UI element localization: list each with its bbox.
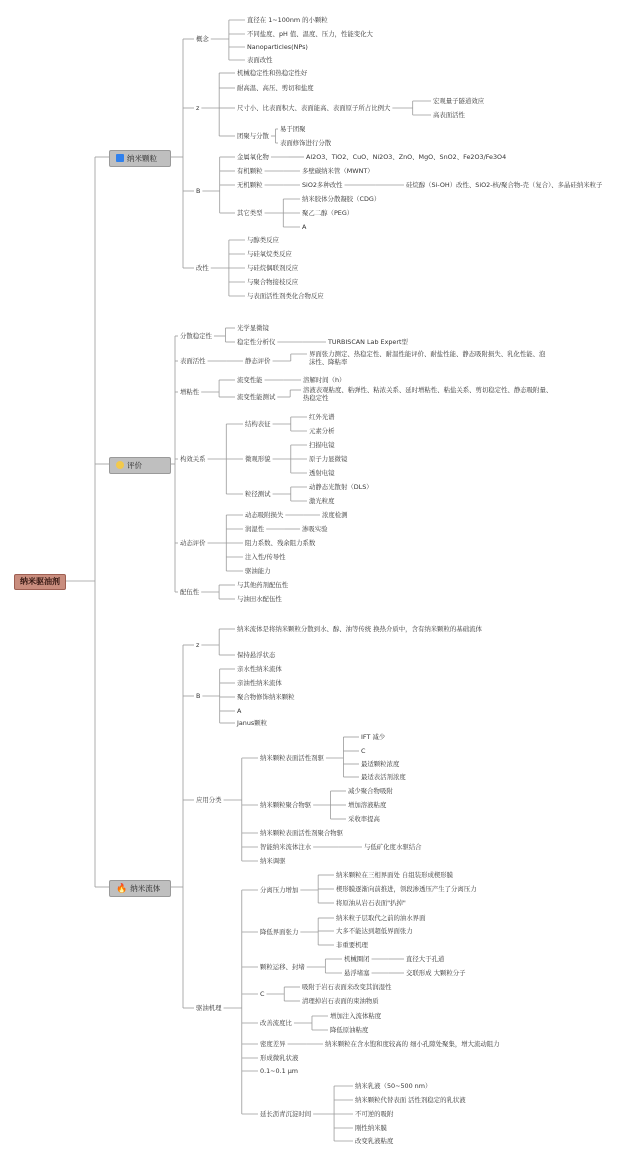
mind-map-node[interactable]: 多壁碳纳米管（MWNT） xyxy=(302,167,374,175)
mind-map-node[interactable]: 有机颗粒 xyxy=(237,167,263,175)
mind-map-node[interactable]: 应用分类 xyxy=(196,796,222,804)
branch-label: 评价 xyxy=(127,461,142,470)
mind-map-node[interactable]: 纳米颗粒聚合物驱 xyxy=(260,801,312,809)
mind-map-node[interactable]: 纳米乳液（50~500 nm） xyxy=(355,1082,432,1090)
mind-map-node[interactable]: 纳米调驱 xyxy=(260,857,286,865)
branch-label: 纳米颗粒 xyxy=(127,154,157,163)
mind-map-node[interactable]: 与其他药剂配伍性 xyxy=(237,581,289,589)
mind-map-node[interactable]: 驱油机理 xyxy=(196,1004,222,1012)
mind-map-node[interactable]: 纳米颗粒表面活性剂聚合物驱 xyxy=(260,829,344,837)
mind-map-node[interactable]: 溶解时间（h） xyxy=(303,376,346,384)
mind-map-node[interactable]: 金属氧化物 xyxy=(237,153,269,161)
mind-map-node[interactable]: 分散稳定性 xyxy=(180,332,212,340)
mind-map-node[interactable]: 无机颗粒 xyxy=(237,181,263,189)
mind-map-node[interactable]: 激光粒度 xyxy=(309,497,335,505)
mind-map-node[interactable]: 界面张力测定、热稳定性、耐温性能评价、耐盐性能、静态吸附损失、乳化性能、泡沫性、降粘率 xyxy=(309,350,546,366)
mind-map-node[interactable]: 光学显微镜 xyxy=(237,324,269,332)
mind-map-node[interactable]: 渗吸实验 xyxy=(302,525,328,533)
mind-map-node[interactable]: 阻力系数、残余阻力系数 xyxy=(245,539,316,547)
mind-map-node[interactable]: 高表面活性 xyxy=(433,111,465,119)
mind-map-node[interactable]: 改变乳液粘度 xyxy=(355,1137,394,1145)
mind-map-node[interactable]: C xyxy=(361,747,366,755)
mind-map-node[interactable]: 改善流度比 xyxy=(260,1019,292,1027)
mind-map-node[interactable]: 注入性/传导性 xyxy=(245,553,286,561)
mind-map-node[interactable]: Janus颗粒 xyxy=(237,719,268,727)
mind-map-node[interactable]: 保持悬浮状态 xyxy=(237,651,276,659)
mind-map-node[interactable]: 宏观量子隧道效应 xyxy=(433,97,485,105)
mind-map-node[interactable]: B xyxy=(196,187,201,195)
mind-map-node[interactable]: 与醇类反应 xyxy=(247,236,279,244)
mind-map-node[interactable]: 概念 xyxy=(196,35,209,43)
mind-map-node[interactable]: 最适表活剂浓度 xyxy=(361,773,406,781)
flame-icon: 🔥 xyxy=(116,884,128,894)
mind-map-node[interactable]: 直径大于孔道 xyxy=(406,955,445,963)
mind-map-node[interactable]: 纳米胶体分散凝胶（CDG） xyxy=(302,195,381,203)
mind-map-node[interactable]: A xyxy=(237,707,242,715)
mind-map-node[interactable]: 直径在 1~100nm 的小颗粒 xyxy=(247,16,328,24)
mind-map-node[interactable]: 表面活性 xyxy=(180,357,206,365)
mind-map-node[interactable]: 纳米流体是将纳米颗粒分散到水、醇、油等传统 换热介质中，含有纳米颗粒的基础流体 xyxy=(237,625,482,633)
mind-map-node[interactable]: A xyxy=(302,223,307,231)
mind-map-node[interactable]: 浓度检测 xyxy=(322,511,348,519)
mind-map-node[interactable]: 动态吸附损失 xyxy=(245,511,284,519)
mind-map-node[interactable]: 机械稳定性和热稳定性好 xyxy=(237,69,308,77)
mind-map-node[interactable]: 流变性能测试 xyxy=(237,393,276,401)
mind-map-node[interactable]: 纳米颗粒表面活性剂驱 xyxy=(260,754,324,762)
mind-map-node[interactable]: 0.1~0.1 μm xyxy=(260,1067,299,1075)
mind-map-node[interactable]: 清理掉岩石表面的束油物质 xyxy=(302,997,379,1005)
mind-map-node[interactable]: 改性 xyxy=(196,264,209,272)
mind-map-node[interactable]: 纳米颗粒代替表面 活性剂稳定的乳状液 xyxy=(355,1096,466,1104)
mind-map-node[interactable]: 团聚与分散 xyxy=(237,132,269,140)
mind-map-node[interactable]: 降低原油粘度 xyxy=(330,1026,369,1034)
mind-map-node[interactable]: 稳定性分析仪 xyxy=(237,338,276,346)
mind-map-node[interactable]: 智能纳米流体注水 xyxy=(260,843,312,851)
mind-map-node[interactable]: SiO2多种改性 xyxy=(302,181,343,189)
mind-map-node[interactable]: 红外光谱 xyxy=(309,413,335,421)
mind-map-node[interactable]: 聚合物修饰纳米颗粒 xyxy=(237,693,295,701)
mind-map-node[interactable]: 动静态光散射（DLS） xyxy=(309,483,373,491)
mind-map-node[interactable]: 与表面活性剂类化合物反应 xyxy=(247,292,324,300)
branch-label: 纳米流体 xyxy=(130,884,161,893)
mind-map-node[interactable]: z xyxy=(196,641,200,649)
mind-map-node[interactable]: 动态评价 xyxy=(180,539,206,547)
mind-map-node[interactable]: IFT 减少 xyxy=(361,733,386,741)
mind-map-node[interactable]: 其它类型 xyxy=(237,209,263,217)
mind-map-node[interactable]: 硅烷醇（Si-OH）改性、SiO2-核/聚合物-壳（复合）、多晶硅纳米粒子 xyxy=(406,181,603,189)
mind-map-node[interactable]: 表面修饰进行分散 xyxy=(280,139,332,147)
mind-map-node[interactable]: 纳米粒子层取代之前的油水界面 xyxy=(336,914,426,922)
mind-map-node[interactable]: 不可逆的吸附 xyxy=(355,1110,394,1118)
mind-map-node[interactable]: 机械圈闭 xyxy=(344,955,370,963)
mind-map-node[interactable]: 与硅氧烷类反应 xyxy=(247,250,292,258)
mind-map-node[interactable]: 增加注入流体粘度 xyxy=(330,1012,382,1020)
mind-map-node[interactable]: Nanoparticles(NPs) xyxy=(247,43,308,51)
mind-map-node[interactable]: 大多不能达到超低界面张力 xyxy=(336,927,413,935)
mind-map-node[interactable]: 流变性能 xyxy=(237,376,263,384)
mind-map-node[interactable]: 尺寸小、比表面积大、表面能高、表面原子所占比例大 xyxy=(237,104,391,112)
branch-evaluation[interactable] xyxy=(109,457,171,474)
mind-map-node[interactable]: 驱油能力 xyxy=(245,567,271,575)
mind-map-node[interactable]: 粒径测试 xyxy=(245,490,271,498)
mind-map-node[interactable]: 耐高温、高压、剪切和盐度 xyxy=(237,84,314,92)
mind-map-node[interactable]: 表面改性 xyxy=(247,56,273,64)
mind-map-node[interactable]: 与油田水配伍性 xyxy=(237,595,282,603)
mind-map-node[interactable]: TURBISCAN Lab Expert型 xyxy=(328,338,408,346)
mind-map-node[interactable]: 亲油性纳米流体 xyxy=(237,679,282,687)
mind-map-node[interactable]: 静态评价 xyxy=(245,357,271,365)
mind-map-node[interactable]: 非重要机理 xyxy=(336,941,368,949)
mind-map-node[interactable]: 聚乙二醇（PEG） xyxy=(302,209,354,217)
mind-map-node[interactable]: 密度差异 xyxy=(260,1040,286,1048)
mind-map-node[interactable]: C xyxy=(260,990,265,998)
mind-map-node[interactable]: 与硅烷偶联剂反应 xyxy=(247,264,299,272)
mind-map-node[interactable]: 分离压力增加 xyxy=(260,886,299,894)
branch-nano-particles[interactable] xyxy=(109,150,171,167)
mind-map-node[interactable]: B xyxy=(196,692,201,700)
mind-map-node[interactable]: 楔形膜逐渐向前推进，领段渗透压产生了分离压力 xyxy=(336,885,477,893)
mind-map-node[interactable]: 增粘性 xyxy=(180,388,200,396)
mind-map-node[interactable]: 与聚合物接枝反应 xyxy=(247,278,299,286)
mind-map-node[interactable]: 吸附于岩石表面来改变其润湿性 xyxy=(302,983,392,991)
mind-map-node[interactable]: 与低矿化度水驱结合 xyxy=(364,843,422,851)
mind-map-node[interactable]: 不同盐度、pH 值、温度、压力，性能变化大 xyxy=(247,30,373,38)
mind-map-node[interactable]: 原子力显微镜 xyxy=(309,455,348,463)
sun-icon xyxy=(116,461,124,469)
mind-map-node[interactable]: 配伍性 xyxy=(180,588,200,596)
mind-map-node[interactable]: 悬浮堵塞 xyxy=(344,969,370,977)
mind-map-node[interactable]: 微观形貌 xyxy=(245,455,271,463)
mind-map-node[interactable]: 结构表征 xyxy=(245,420,271,428)
mind-map-node[interactable]: 亲水性纳米流体 xyxy=(237,665,282,673)
root-node[interactable]: 纳米驱油剂 xyxy=(14,574,66,590)
mind-map-node[interactable]: 刚性纳米膜 xyxy=(355,1124,387,1132)
mind-map-node[interactable]: 构效关系 xyxy=(180,455,206,463)
mind-map-node[interactable]: 溶液表观粘度、粘弹性、粘浓关系、延时增粘性、粘盐关系、剪切稳定性、静态吸附量、热稳定性 xyxy=(303,386,553,402)
mind-map-node[interactable]: 降低界面张力 xyxy=(260,928,299,936)
mind-map-node[interactable]: Al2O3、TiO2、CuO、Ni2O3、ZnO、MgO、SnO2、Fe2O3/Fe3O4 xyxy=(306,153,507,161)
mind-map-node[interactable]: 减少聚合物吸附 xyxy=(348,787,393,795)
mind-map-node[interactable]: 透射电镜 xyxy=(309,469,335,477)
mind-map-node[interactable]: 元素分析 xyxy=(309,427,335,435)
mind-map-node[interactable]: 采收率提高 xyxy=(348,815,380,823)
mind-map-node[interactable]: 易于团聚 xyxy=(280,125,306,133)
mind-map-node[interactable]: 形成微乳状液 xyxy=(260,1054,299,1062)
mind-map-node[interactable]: 交联形成 大颗粒分子 xyxy=(406,969,466,977)
mind-map-node[interactable]: z xyxy=(196,104,200,112)
mind-map-node[interactable]: 纳米颗粒在含水饱和度较高的 细小孔隙处聚集，增大流动阻力 xyxy=(325,1040,500,1048)
mind-map-node[interactable]: 增加溶液粘度 xyxy=(348,801,387,809)
blue-square-icon xyxy=(116,154,124,162)
mind-map-node[interactable]: 将原油从岩石表面"扒掉" xyxy=(336,899,406,907)
mind-map-node[interactable]: 最适颗粒浓度 xyxy=(361,760,400,768)
branch-nano-fluid[interactable] xyxy=(109,880,171,897)
mind-map-node[interactable]: 延长沥青沉淀时间 xyxy=(260,1110,312,1118)
mind-map-node[interactable]: 扫描电镜 xyxy=(309,441,335,449)
mind-map-node[interactable]: 润湿性 xyxy=(245,525,265,533)
mind-map-node[interactable]: 纳米颗粒在三相界面处 自组装形成楔形膜 xyxy=(336,871,454,879)
mind-map-node[interactable]: 颗粒运移、封堵 xyxy=(260,963,305,971)
